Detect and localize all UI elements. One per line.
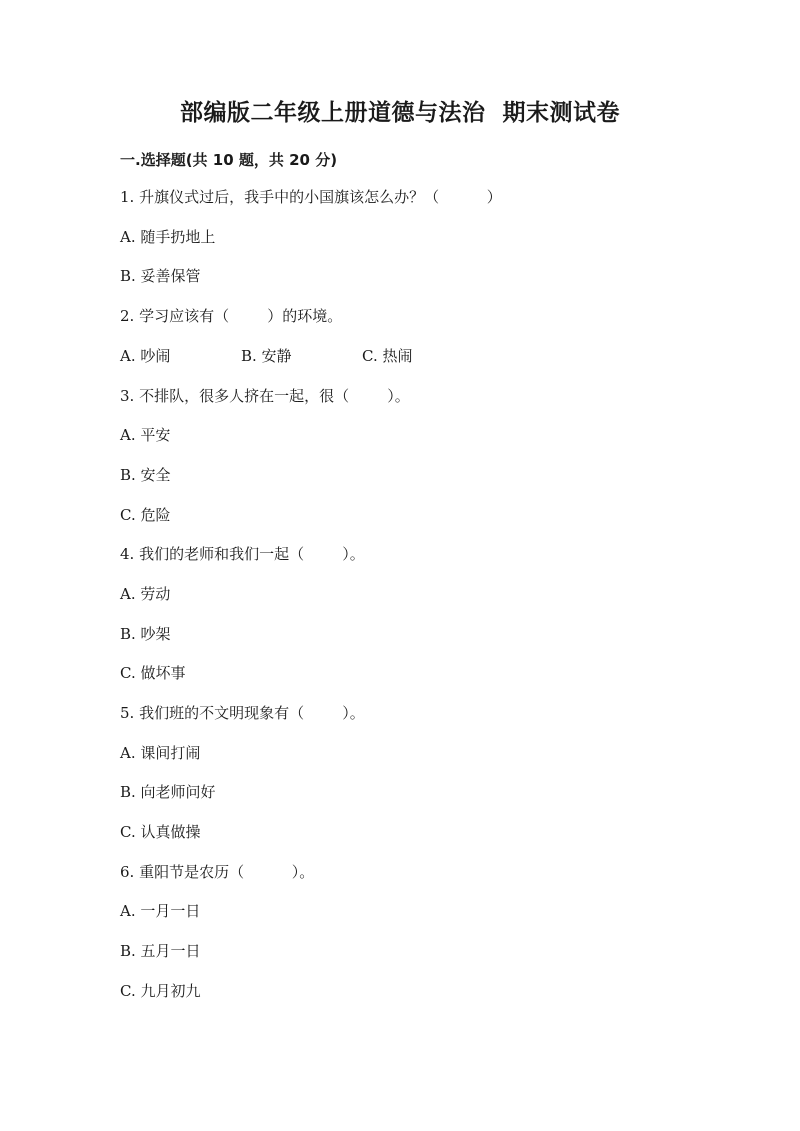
question-2-stem: 2. 学习应该有（ ）的环境。 (120, 307, 343, 325)
question-1-stem: 1. 升旗仪式过后，我手中的小国旗该怎么办？（ ） (120, 188, 502, 206)
question-5-option-b[interactable]: B. 向老师问好 (120, 783, 216, 801)
question-3-option-b[interactable]: B. 安全 (120, 466, 171, 484)
question-5-stem: 5. 我们班的不文明现象有（ ）。 (120, 704, 365, 722)
question-4-stem: 4. 我们的老师和我们一起（ ）。 (120, 545, 365, 563)
question-4-option-b[interactable]: B. 吵架 (120, 625, 171, 643)
question-6-option-a[interactable]: A. 一月一日 (120, 902, 201, 920)
question-2-option-a[interactable]: A. 吵闹 (120, 347, 171, 365)
question-1-option-a[interactable]: A. 随手扔地上 (120, 228, 216, 246)
question-6-stem: 6. 重阳节是农历（ ）。 (120, 863, 315, 881)
question-2-option-b[interactable]: B. 安静 (241, 347, 292, 365)
question-3-option-a[interactable]: A. 平安 (120, 426, 171, 444)
question-3-stem: 3. 不排队，很多人挤在一起，很（ ）。 (120, 387, 410, 405)
question-1-option-b[interactable]: B. 妥善保管 (120, 267, 201, 285)
question-6-option-b[interactable]: B. 五月一日 (120, 942, 201, 960)
question-2-option-c[interactable]: C. 热闹 (362, 347, 413, 365)
question-5-option-c[interactable]: C. 认真做操 (120, 823, 201, 841)
question-4-option-a[interactable]: A. 劳动 (120, 585, 171, 603)
question-6-option-c[interactable]: C. 九月初九 (120, 982, 201, 1000)
page-title: 部编版二年级上册道德与法治 期末测试卷 (179, 100, 620, 126)
question-5-option-a[interactable]: A. 课间打闹 (120, 744, 201, 762)
section-heading: 一.选择题(共 10 题，共 20 分) (120, 151, 338, 169)
question-4-option-c[interactable]: C. 做坏事 (120, 664, 186, 682)
question-3-option-c[interactable]: C. 危险 (120, 506, 171, 524)
